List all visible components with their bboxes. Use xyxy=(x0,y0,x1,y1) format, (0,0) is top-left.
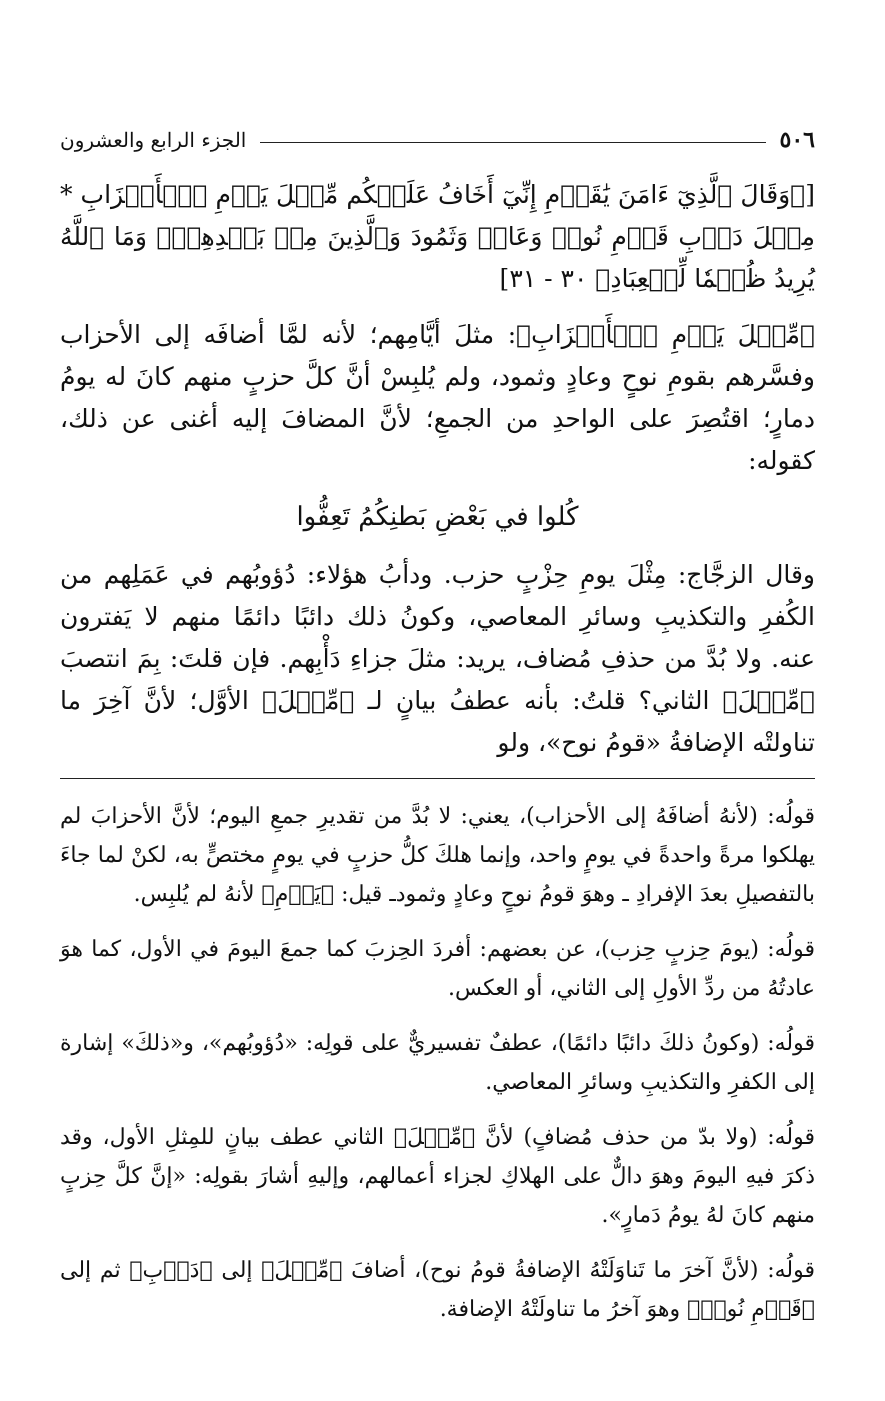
footnote-divider xyxy=(60,778,815,779)
poem-line: كُلوا في بَعْضِ بَطنِكُمُ تَعِفُّوا xyxy=(296,502,579,532)
commentary-paragraph: قولُه: (ولا بدّ من حذف مُضافٍ) لأنَّ ﴿مِّثۡلَ﴾ الثاني عطف بيانٍ للمِثلِ الأول، وقد ذكرَ فيهِ اليومَ وهوَ دالٌّ على الهلاكِ لجزاء أعمالهم، وإليهِ أشارَ بقولِه: «إنَّ كلَّ حِزبٍ منهم كانَ لهُ يومُ دَمارٍ». xyxy=(60,1125,815,1228)
commentary-paragraph: قولُه: (يومَ حِزبٍ حِزب)، عن بعضهم: أفردَ الحِزبَ كما جمعَ اليومَ في الأول، كما هوَ عادتُهُ من ردِّ الأولِ إلى الثاني، أو العكس. xyxy=(60,937,815,1001)
page-number: ٥٠٦ xyxy=(779,127,815,153)
running-title: الجزء الرابع والعشرون xyxy=(60,128,247,152)
book-page xyxy=(60,120,815,1322)
commentary-paragraph: قولُه: (لأنَّ آخرَ ما تَناوَلَتْهُ الإضافةُ قومُ نوح)، أضافَ ﴿مِّثۡلَ﴾ إلى ﴿دَأۡبِ﴾ ثم إلى ﴿قَوۡمِ نُوحٖ﴾ وهوَ آخرُ ما تناولَتْهُ الإضافة. xyxy=(60,1258,815,1322)
main-text xyxy=(60,174,815,764)
header-rule xyxy=(260,142,765,143)
commentary-paragraph: قولُه: (لأنهُ أضافَهُ إلى الأحزاب)، يعني: لا بُدَّ من تقديرِ جمعِ اليوم؛ لأنَّ الأحزابَ لم يهلكوا مرةً واحدةً في يومٍ واحد، وإنما هلكَ كلُّ حزبٍ في يومٍ مختصٍّ به، لكنْ لما جاءَ بالتفصيلِ بعدَ الإفرادِ ـ وهوَ قومُ نوحٍ وعادٍ وثمودـ قيل: ﴿يَوۡمِ﴾ لأنهُ لم يُلبِس. xyxy=(60,804,815,907)
main-paragraph: وقال الزجَّاج: مِثْلَ يومِ حِزْبٍ حزب. ودأبُ هؤلاء: دُؤوبُهم في عَمَلِهم من الكُفرِ والتكذيبِ وسائرِ المعاصي، وكونُ ذلك دائبًا دائمًا منهم لا يَفترون عنه. ولا بُدَّ من حذفِ مُضاف، يريد: مثلَ جزاءِ دَأْبِهم. فإن قلتَ: بِمَ انتصبَ ﴿مِّثۡلَ﴾ الثاني؟ قلتُ: بأنه عطفُ بيانٍ لـ ﴿مِّثۡلَ﴾ الأوَّل؛ لأنَّ آخِرَ ما تناولتْه الإضافةُ «قومُ نوح»، ولو xyxy=(60,560,815,757)
commentary-paragraph: قولُه: (وكونُ ذلكَ دائبًا دائمًا)، عطفٌ تفسيريٌّ على قولِه: «دُؤوبُهم»، و«ذلكَ» إشارة إلى الكفرِ والتكذيبِ وسائرِ المعاصي. xyxy=(60,1031,815,1095)
main-paragraph: ﴿مِّثۡلَ يَوۡمِ ٱلۡأَحۡزَابِ﴾: مثلَ أيَّامِهم؛ لأنه لمَّا أضافَه إلى الأحزاب وفسَّرهم بقومِ نوحٍ وعادٍ وثمود، ولم يُلبِسْ أنَّ كلَّ حزبٍ منهم كانَ له يومُ دمارٍ؛ اقتُصِرَ على الواحدِ من الجمعِ؛ لأنَّ المضافَ إليه أغنى عن ذلك، كقوله: xyxy=(60,320,815,475)
commentary xyxy=(60,797,815,1329)
page-header xyxy=(60,120,815,160)
quran-verse-block: [﴿وَقَالَ ٱلَّذِيٓ ءَامَنَ يَٰقَوۡمِ إِنِّيٓ أَخَافُ عَلَيۡكُم مِّثۡلَ يَوۡمِ ٱلۡأَحۡزَابِ * مِثۡلَ دَأۡبِ قَوۡمِ نُوحٖ وَعَادٖ وَثَمُودَ وَٱلَّذِينَ مِنۢ بَعۡدِهِمۡۚ وَمَا ٱللَّهُ يُرِيدُ ظُلۡمٗا لِّلۡعِبَادِ﴾ ٣٠ - ٣١] xyxy=(60,180,815,293)
